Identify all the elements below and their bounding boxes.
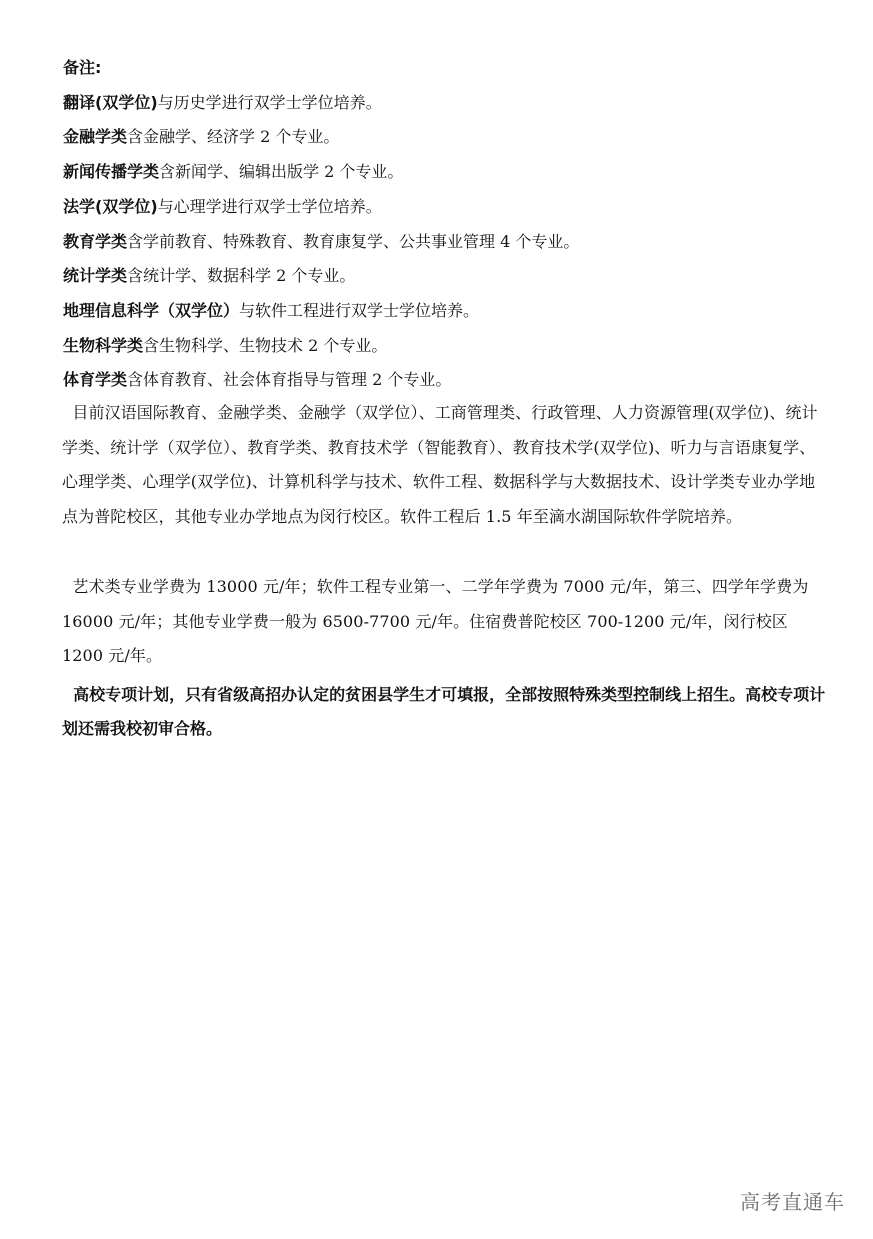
note-item — [63, 368, 451, 392]
note-description: 含体育教育、社会体育指导与管理 2 个专业。 — [127, 370, 452, 389]
note-item — [63, 299, 479, 323]
note-item — [63, 195, 382, 219]
note-item — [63, 264, 355, 288]
fees-paragraph-text: 艺术类专业学费为 13000 元/年；软件工程专业第一、二学年学费为 7000 元/年，第三、四学年学费为 16000 元/年；其他专业学费一般为 6500-7700 元/年。住宿费普陀校区 700-1200 元/年，闵行校区 1200 元/年。 — [62, 577, 809, 666]
note-description: 含金融学、经济学 2 个专业。 — [127, 127, 340, 146]
note-description: 与历史学进行双学士学位培养。 — [157, 93, 382, 112]
campus-paragraph — [62, 396, 830, 534]
note-description: 含生物科学、生物技术 2 个专业。 — [143, 336, 388, 355]
note-description: 含统计学、数据科学 2 个专业。 — [127, 266, 356, 285]
note-item — [63, 160, 403, 184]
note-term: 翻译(双学位) — [63, 93, 158, 112]
note-term: 教育学类 — [63, 232, 128, 251]
note-term: 金融学类 — [63, 127, 128, 146]
note-description: 与软件工程进行双学士学位培养。 — [239, 301, 480, 320]
note-item — [63, 334, 387, 358]
fees-paragraph — [62, 570, 830, 674]
note-term: 体育学类 — [63, 370, 128, 389]
note-item — [63, 125, 339, 149]
note-term: 法学(双学位) — [63, 197, 158, 216]
note-description: 含新闻学、编辑出版学 2 个专业。 — [159, 162, 404, 181]
special-plan-notice-text: 高校专项计划，只有省级高招办认定的贫困县学生才可填报，全部按照特殊类型控制线上招生。高校专项计划还需我校初审合格。 — [62, 685, 826, 738]
note-item — [63, 91, 382, 115]
note-term: 地理信息科学（双学位） — [63, 301, 240, 320]
note-term: 生物科学类 — [63, 336, 144, 355]
note-description: 含学前教育、特殊教育、教育康复学、公共事业管理 4 个专业。 — [127, 232, 580, 251]
campus-paragraph-text: 目前汉语国际教育、金融学类、金融学（双学位）、工商管理类、行政管理、人力资源管理(双学位)、统计学类、统计学（双学位）、教育学类、教育技术学（智能教育）、教育技术学(双学位)、听力与言语康复学、心理学类、心理学(双学位)、计算机科学与技术、软件工程、数据科学与大数据技术、设计学类专业办学地点为普陀校区，其他专业办学地点为闵行校区。软件工程后 1.5 年至滴水湖国际软件学院培养。 — [62, 403, 818, 526]
note-description: 与心理学进行双学士学位培养。 — [157, 197, 382, 216]
notes-title: 备注: — [63, 58, 102, 77]
special-plan-notice — [62, 678, 832, 746]
note-term: 新闻传播学类 — [63, 162, 160, 181]
watermark-text: 高考直通车 — [740, 1190, 845, 1214]
note-item — [63, 230, 579, 254]
note-term: 统计学类 — [63, 266, 128, 285]
